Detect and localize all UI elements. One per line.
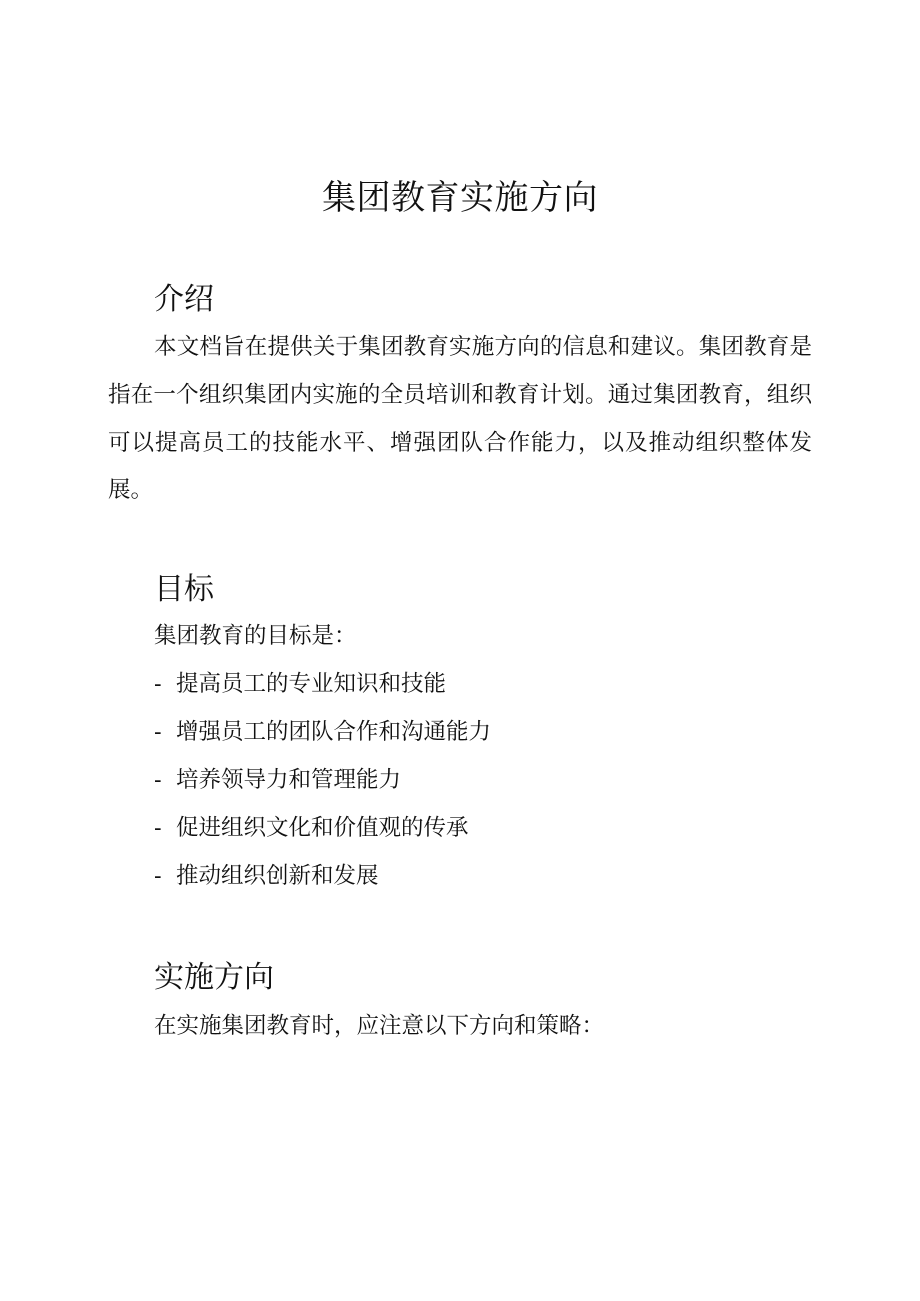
- goals-lead-text: 集团教育的目标是：: [154, 623, 357, 649]
- goal-item: [154, 762, 491, 810]
- implementation-lead-text: 在实施集团教育时，应注意以下方向和策略：: [154, 1013, 605, 1039]
- goal-item: [154, 810, 491, 858]
- goals-list: [154, 666, 491, 906]
- bullet-dash: -: [154, 815, 162, 841]
- bullet-dash: -: [154, 863, 162, 889]
- goal-item-text: 促进组织文化和价值观的传承: [176, 815, 469, 841]
- goal-item-text: 培养领导力和管理能力: [176, 767, 402, 793]
- bullet-dash: -: [154, 719, 162, 745]
- intro-heading: 介绍: [154, 282, 214, 317]
- intro-paragraph: 本文档旨在提供关于集团教育实施方向的信息和建议。集团教育是指在一个组织集团内实施的全员培训和教育计划。通过集团教育，组织可以提高员工的技能水平、增强团队合作能力，以及推动组织整体发展。: [108, 334, 812, 504]
- bullet-dash: -: [154, 767, 162, 793]
- goal-item-text: 推动组织创新和发展: [176, 863, 379, 889]
- bullet-dash: -: [154, 671, 162, 697]
- goal-item-text: 增强员工的团队合作和沟通能力: [176, 719, 492, 745]
- goal-item: [154, 858, 491, 906]
- document-title: 集团教育实施方向: [322, 178, 598, 218]
- goals-heading: 目标: [154, 572, 214, 607]
- goal-item-text: 提高员工的专业知识和技能: [176, 671, 447, 697]
- implementation-heading: 实施方向: [154, 960, 274, 995]
- goal-item: [154, 666, 491, 714]
- goal-item: [154, 714, 491, 762]
